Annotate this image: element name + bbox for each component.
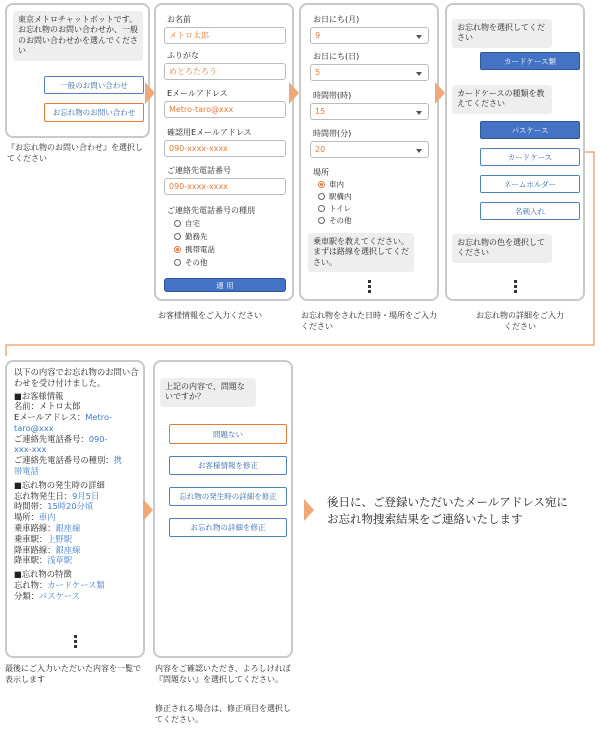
summary-place: 場所：車内 <box>14 512 56 523</box>
summary-intro: 以下の内容でお忘れ物のお問い合わせを受け付けました。 <box>14 367 139 388</box>
hour-select[interactable]: 15 <box>310 103 429 120</box>
phone-type-mobile[interactable]: 携帯電話 <box>174 245 215 255</box>
bot-message: 乗車駅を教えてください。まずは路線を選択してください。 <box>308 233 414 272</box>
general-inquiry-button[interactable]: 一般のお問い合わせ <box>44 76 144 94</box>
screen-3-phone <box>299 3 439 301</box>
radio-icon <box>318 193 325 200</box>
screen-5-phone <box>5 360 145 658</box>
kana-field[interactable]: めとろたろう <box>164 63 286 80</box>
option-card-case[interactable]: カードケース <box>480 148 580 166</box>
summary-drop-line: 降車路線：銀座線 <box>14 544 81 555</box>
section-features: ■忘れ物の特徴 <box>14 569 72 580</box>
screen-1-caption: 『お忘れ物のお問い合わせ』を選択してください <box>7 143 143 163</box>
summary-drop-station: 降車駅：浅草駅 <box>14 555 73 566</box>
phone-type-label: ご連絡先電話番号の種別 <box>167 206 255 215</box>
date-select[interactable]: 5 <box>310 64 429 81</box>
phone-field[interactable]: 090-xxxx-xxxx <box>164 178 286 195</box>
place-station[interactable]: 駅構内 <box>318 192 352 202</box>
radio-selected-icon <box>318 181 325 188</box>
final-message: 後日に、ご登録いただいたメールアドレス宛に お忘れ物捜索結果をご連絡いたします <box>327 495 568 526</box>
place-label: 場所 <box>313 168 329 177</box>
screen-6-caption-1: 内容をご確認いただき、よろしければ『問題ない』を選択してください。 <box>155 664 291 684</box>
screen-2-caption: お客様情報をご入力ください <box>158 311 262 320</box>
bot-message-card-type: カードケースの種類を教えてください <box>452 85 552 114</box>
radio-icon <box>318 217 325 224</box>
place-in-train[interactable]: 車内 <box>318 180 344 190</box>
chevron-down-icon <box>416 35 422 39</box>
more-icon <box>74 635 77 650</box>
lost-item-inquiry-button[interactable]: お忘れ物のお問い合わせ <box>44 103 144 122</box>
screen-4-phone <box>445 3 585 301</box>
chevron-down-icon <box>416 72 422 76</box>
summary-email: Eメールアドレス：Metro- <box>14 412 113 423</box>
radio-icon <box>174 259 181 266</box>
more-icon <box>368 280 371 295</box>
option-pass-case[interactable]: パスケース <box>480 121 580 139</box>
section-occurrence: ■忘れ物の発生時の詳細 <box>14 479 105 490</box>
phone-label: ご連絡先電話番号 <box>167 166 231 175</box>
phone-type-home[interactable]: 自宅 <box>174 219 200 229</box>
name-label: お名前 <box>167 15 191 24</box>
place-toilet[interactable]: トイレ <box>318 204 351 214</box>
bot-message-color: お忘れ物の色を選択してください <box>452 234 552 263</box>
arrow-3 <box>435 82 445 104</box>
bot-message-item: お忘れ物を選択してください <box>452 19 552 48</box>
option-business-card-case[interactable]: 名刺入れ <box>480 202 580 220</box>
summary-phone-type: ご連絡先電話番号の種別：携 <box>14 455 122 466</box>
summary-ride-station: 乗車駅：上野駅 <box>14 533 73 544</box>
hour-label: 時間帯(時) <box>313 91 352 100</box>
name-field[interactable]: メトロ太郎 <box>164 27 286 44</box>
email-confirm-field[interactable]: 090-xxxx-xxxx <box>164 140 286 157</box>
summary-name: 名前：メトロ太郎 <box>14 401 81 412</box>
edit-details-button[interactable]: お忘れ物の詳細を修正 <box>169 518 287 537</box>
chevron-down-icon <box>416 111 422 115</box>
arrow-2 <box>289 82 299 104</box>
summary-item: 忘れ物：カードケース類 <box>14 579 105 590</box>
place-other[interactable]: その他 <box>318 216 352 226</box>
more-icon <box>514 280 517 295</box>
radio-selected-icon <box>174 246 181 253</box>
screen-6-phone <box>153 360 293 658</box>
summary-list <box>14 367 142 601</box>
arrow-4 <box>143 499 153 521</box>
summary-phone: ご連絡先電話番号：090- <box>14 433 108 444</box>
summary-date: 忘れ物発生日：9月5日 <box>14 490 100 501</box>
edit-customer-button[interactable]: お客様情報を修正 <box>169 456 287 475</box>
radio-icon <box>318 205 325 212</box>
option-name-holder[interactable]: ネームホルダー <box>480 175 580 193</box>
phone-type-other[interactable]: その他 <box>174 258 208 268</box>
month-select[interactable]: 9 <box>310 27 429 44</box>
radio-icon <box>174 220 181 227</box>
screen-2-phone <box>154 3 294 301</box>
summary-phone-type-cont: 帯電話 <box>14 466 39 477</box>
screen-1-phone <box>5 3 150 138</box>
screen-3-caption: お忘れ物をされた日時・場所をご入力ください <box>301 311 437 331</box>
month-label: お日にち(月) <box>313 15 360 24</box>
phone-type-work[interactable]: 勤務先 <box>174 232 208 242</box>
minute-label: 時間帯(分) <box>313 129 352 138</box>
summary-ride-line: 乗車路線：銀座線 <box>14 522 81 533</box>
date-label: お日にち(日) <box>313 52 360 61</box>
summary-time: 時間帯：15時20分頃 <box>14 501 94 512</box>
summary-category: 分類：パスケース <box>14 590 80 601</box>
edit-occurrence-button[interactable]: 忘れ物の発生時の詳細を修正 <box>169 487 287 506</box>
chevron-down-icon <box>416 149 422 153</box>
card-case-type-button[interactable]: カードケース類 <box>480 52 580 70</box>
email-field[interactable]: Metro-taro@xxx <box>164 101 286 118</box>
kana-label: ふりがな <box>167 51 199 60</box>
minute-select[interactable]: 20 <box>310 141 429 158</box>
screen-5-caption: 最後にご入力いただいた内容を一覧で表示します <box>5 664 141 684</box>
screen-4-caption: お忘れ物の詳細をご入力ください <box>476 311 564 331</box>
bot-message: 上記の内容で、問題ないですか？ <box>160 378 256 407</box>
section-customer: ■お客様情報 <box>14 390 64 401</box>
radio-icon <box>174 233 181 240</box>
email-confirm-label: 確認用Eメールアドレス <box>167 128 252 137</box>
email-label: Eメールアドレス <box>167 89 228 98</box>
bot-message: 東京メトロチャットボットです。お忘れ物のお問い合わせか、一般のお問い合わせかを選んでください <box>13 11 143 61</box>
arrow-5 <box>304 499 314 521</box>
confirm-ok-button[interactable]: 問題ない <box>169 424 287 444</box>
summary-email-cont: taro@xxx <box>14 422 54 433</box>
apply-button[interactable]: 適 用 <box>164 278 286 292</box>
screen-6-caption-2: 修正される場合は、修正項目を選択してください。 <box>155 704 291 724</box>
summary-phone-cont: xxx-xxx <box>14 444 47 455</box>
